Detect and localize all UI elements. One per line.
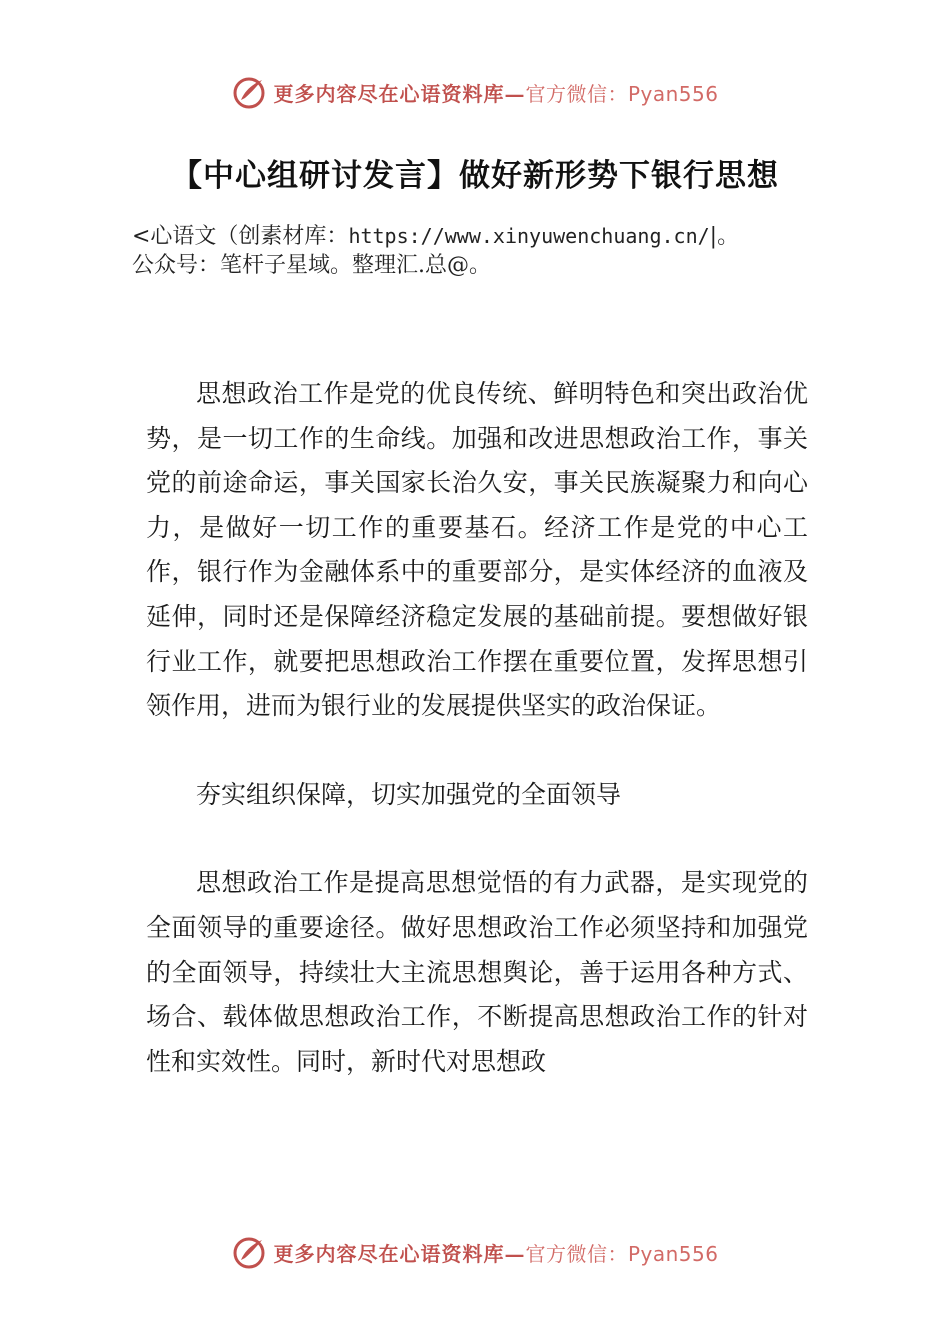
header-banner [0,72,950,112]
footer-banner [0,1232,950,1272]
section-heading: 夯实组织保障，切实加强党的全面领导 [196,779,622,809]
banner-slogan: 更多内容尽在心语资料库— [273,81,526,106]
paragraph-intro: 思想政治工作是党的优良传统、鲜明特色和突出政治优势，是一切工作的生命线。加强和改进思想政治工作，事关党的前途命运，事关国家长治久安，事关民族凝聚力和向心力，是做好一切工作的重要基石。经济工作是党的中心工作，银行作为金融体系中的重要部分，是实体经济的血液及延伸，同时还是保障经济稳定发展的基础前提。要想做好银行业工作，就要把思想政治工作摆在重要位置，发挥思想引领作用，进而为银行业的发展提供坚实的政治保证。 [146,379,808,721]
document-body [146,372,808,1084]
wechat-account-line: 公众号：笔杆子星域。整理汇.总@。 [132,253,491,278]
source-line [132,222,844,251]
quill-ink-logo-icon [231,1234,267,1270]
source-info [132,222,844,280]
source-prefix: <心语文（创素材库： [132,224,349,249]
banner-contact: 官方微信：Pyan556 [525,81,719,106]
document-title: 【中心组研讨发言】做好新形势下银行思想 [171,158,779,194]
banner-slogan: 更多内容尽在心语资料库— [273,1241,526,1266]
source-url: https://www.xinyuwenchuang.cn/ [348,224,710,248]
paragraph-section-1: 思想政治工作是提高思想觉悟的有力武器，是实现党的全面领导的重要途径。做好思想政治工作必须坚持和加强党的全面领导，持续壮大主流思想舆论，善于运用各种方式、场合、载体做思想政治工作，不断提高思想政治工作的针对性和实效性。同时，新时代对思想政 [146,868,808,1076]
quill-ink-logo-icon [231,74,267,110]
banner-contact: 官方微信：Pyan556 [525,1241,719,1266]
source-suffix: |。 [709,224,740,249]
